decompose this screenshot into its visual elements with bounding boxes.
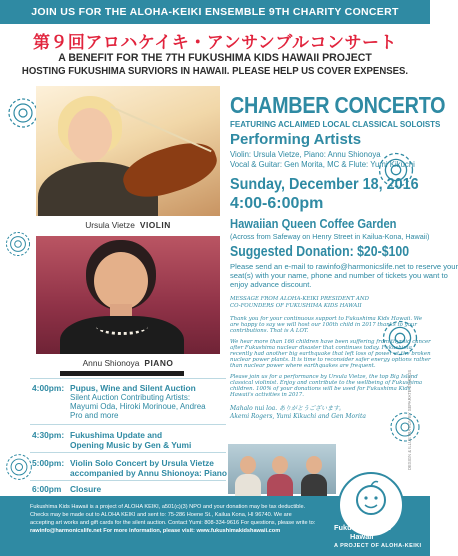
flower-decoration-icon xyxy=(4,452,34,482)
message-signoff: Mahalo nui loa. ありがとうございます。 xyxy=(230,405,345,412)
footer-line: Checks may be made out to ALOHA KEIKI and sent to: 75-286 Hoene St., Kailua Kona, HI 96740. We are xyxy=(30,512,292,518)
pianist-role: PIANO xyxy=(144,357,174,368)
schedule-detail: Pro and more xyxy=(70,411,119,420)
message-text: nuclear power plants. It is time to reconsider safer energy options rather xyxy=(230,357,431,363)
message-heading: MESSAGE FROM ALOHA-KEIKI PRESIDENT AND xyxy=(230,296,369,302)
message-signers: Akemi Rogers, Yumi Kikuchi and Gen Morita xyxy=(230,413,366,420)
event-date: Sunday, December 18, 2016 xyxy=(230,176,419,193)
message-text: Thank you for your continuous support to Fukushima Kids Hawaii. We xyxy=(230,316,423,322)
schedule-divider xyxy=(30,480,226,481)
schedule-detail: Silent Auction Contributing Artists: xyxy=(70,393,191,402)
schedule-divider xyxy=(30,424,226,425)
pianist-name: Annu Shionoya xyxy=(82,357,140,368)
japanese-title: 第９回アロハケイキ・アンサンブルコンサート xyxy=(32,33,398,53)
flower-decoration-icon xyxy=(4,230,32,258)
hosting-subheading: HOSTING FUKUSHIMA SURVIORS IN HAWAII. PLEASE HELP US COVER EXPENSES. xyxy=(21,66,409,77)
violinist-name: Ursula Vietze xyxy=(85,219,135,230)
message-text: We hear more than 166 children have been suffering from thyroid cancer xyxy=(230,339,431,345)
schedule-detail: accompanied by Annu Shionoya: Piano xyxy=(70,468,227,478)
donation-line: Please send an e-mail to rawinfo@harmonicslife.net to reserve your xyxy=(230,262,458,271)
message-text: than nuclear power where earthquakes are frequent. xyxy=(230,363,376,369)
performers-line: Vocal & Guitar: Gen Morita, MC & Flute: Yumi Kikuchi xyxy=(230,160,415,169)
footer-line: rawinfo@harmonicslife.net For more information, please visit: www.fukushimakidshawaii.com xyxy=(30,528,281,534)
donation-line: enjoy advance discount. xyxy=(230,280,312,289)
message-text: Hawaii's activities in 2017. xyxy=(230,392,304,398)
schedule-detail: Opening Music by Gen & Yumi xyxy=(70,440,192,450)
schedule-time: 5:00pm: xyxy=(32,458,65,468)
schedule-divider xyxy=(30,452,226,453)
venue-note: (Across from Safeway on Henry Street in Kailua-Kona, Hawaii) xyxy=(230,232,430,241)
logo-subtitle: A PROJECT OF ALOHA-KEIKI xyxy=(334,543,422,549)
venue-name: Hawaiian Queen Coffee Garden xyxy=(230,216,397,231)
schedule-title: Fukushima Update and xyxy=(70,430,163,440)
message-heading: CO-FOUNDERS OF FUKUSHIMA KIDS HAWAII xyxy=(230,303,362,309)
performers-line: Violin: Ursula Vietze, Piano: Annu Shionoya xyxy=(230,150,381,159)
top-banner: JOIN US FOR THE ALOHA-KEIKI ENSEMBLE 9TH CHARITY CONCERT xyxy=(0,0,430,24)
violinist-role: VIOLIN xyxy=(139,219,171,230)
concert-title: CHAMBER CONCERTO xyxy=(230,92,446,118)
performing-heading: Performing Artists xyxy=(230,131,362,148)
violinist-photo xyxy=(36,86,220,216)
pianist-caption xyxy=(36,354,220,371)
message-text: after Fukushima nuclear disaster that continues today. Fukushima xyxy=(230,345,412,351)
flower-decoration-icon xyxy=(6,96,40,130)
message-text: Please join us for a performance by Ursula Vietze, the top Big Island xyxy=(230,374,418,380)
message-text: children. 100% of your donations will be used for Fukushima Kids xyxy=(230,386,411,392)
featuring-line: FEATURING ACLAIMED LOCAL CLASSICAL SOLOISTS xyxy=(230,120,441,129)
message-text: contributions. That is A LOT. xyxy=(230,328,309,334)
message-text: classical violinist. Enjoy and contribute to the wellbeing of Fukushima xyxy=(230,380,423,386)
donation-line: seat(s) with your name, phone and number of tickets you want to xyxy=(230,271,448,280)
schedule-title: Pupus, Wine and Silent Auction xyxy=(70,383,196,393)
donation-heading: Suggested Donation: $20-$100 xyxy=(230,243,410,260)
logo-name: Hawaii xyxy=(350,532,374,541)
violin-icon xyxy=(118,134,223,206)
logo-name: Fukushima Kids xyxy=(334,523,392,532)
schedule-divider xyxy=(30,378,226,379)
schedule-title: Closure xyxy=(70,484,102,494)
schedule-time: 4:30pm: xyxy=(32,430,65,440)
pianist-photo xyxy=(36,236,220,354)
benefit-heading: A BENEFIT FOR THE 7TH FUKUSHIMA KIDS HAWAII PROJECT xyxy=(58,52,372,64)
schedule-title: Violin Solo Concert by Ursula Vietze xyxy=(70,458,214,468)
footer-line: Fukushima Kids Hawaii is a project of ALOHA KEIKI, a501(c)(3) NPO and your donation may be tax deductible. xyxy=(30,504,306,510)
group-photo xyxy=(228,444,336,494)
message-text: are happy to say we will host our 100th child in 2017 thanks to your xyxy=(230,322,417,328)
side-credit: DESIGN & ILLUSTRATION BY SEPARATE STUDIOS xyxy=(407,369,412,470)
message-text: recently had another big earthquake that left loss of power at the broken xyxy=(230,351,431,357)
schedule-time: 6:00pm xyxy=(32,484,62,494)
footer-line: accepting art works and gift cards for the silent auction. Contact Yumi: 808-334-9616 For questions, please write to: xyxy=(30,520,316,526)
schedule-detail: Mayumi Oda, Hiroki Morinoue, Andrea xyxy=(70,402,206,411)
event-time: 4:00-6:00pm xyxy=(230,195,324,212)
violinist-caption xyxy=(36,216,220,233)
schedule-time: 4:00pm: xyxy=(32,383,65,393)
